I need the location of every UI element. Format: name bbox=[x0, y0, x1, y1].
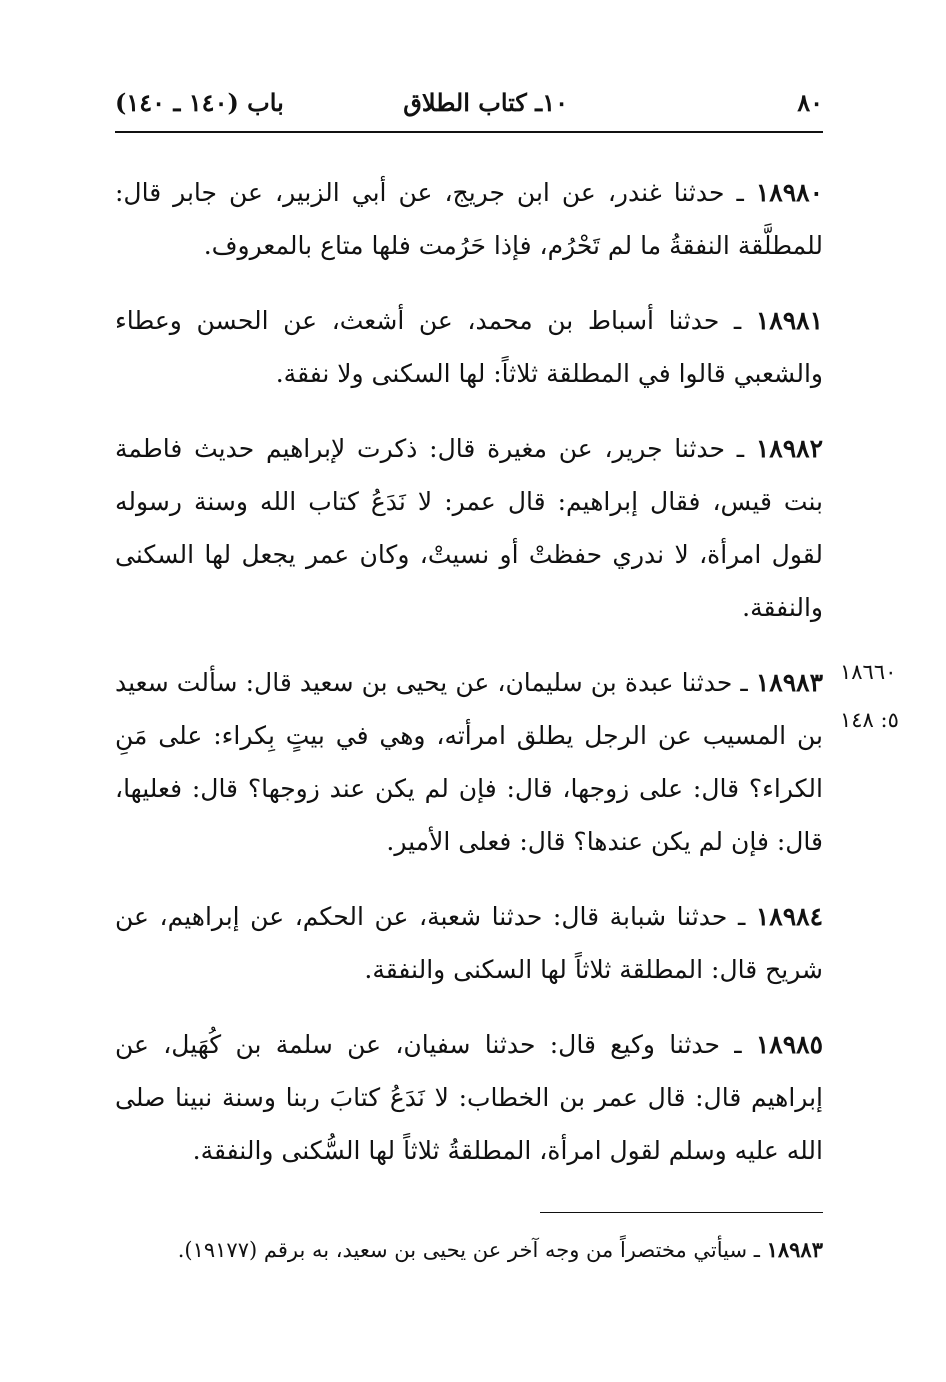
hadith-text: ـ حدثنا وكيع قال: حدثنا سفيان، عن سلمة بن كُهَيل، عن إبراهيم قال: قال عمر بن الخطاب: لا نَدَعُ كتابَ ربنا وسنة نبينا صلى الله عليه وسلم لقول امرأة، المطلقةُ ثلاثاً لها السُّكنى والنفقة. bbox=[115, 1030, 823, 1165]
hadith-number: ١٨٩٨٤ bbox=[755, 902, 823, 931]
page-number: ٨٠ bbox=[797, 88, 823, 117]
hadith-number: ١٨٩٨٣ bbox=[755, 668, 823, 697]
hadith-entry bbox=[115, 890, 823, 996]
hadith-number: ١٨٩٨٥ bbox=[755, 1030, 823, 1059]
hadith-text: ـ حدثنا شبابة قال: حدثنا شعبة، عن الحكم، عن إبراهيم، عن شريح قال: المطلقة ثلاثاً لها السكنى والنفقة. bbox=[115, 902, 823, 984]
hadith-text: ـ حدثنا أسباط بن محمد، عن أشعث، عن الحسن وعطاء والشعبي قالوا في المطلقة ثلاثاً: لها السكنى ولا نفقة. bbox=[115, 306, 823, 388]
footnote bbox=[115, 1232, 823, 1268]
hadith-text: ـ حدثنا عبدة بن سليمان، عن يحيى بن سعيد قال: سألت سعيد بن المسيب عن الرجل يطلق امرأته، وهي في بيتٍ بِكراء: على مَنِ الكراء؟ قال: على زوجها، قال: فإن لم يكن عند زوجها؟ قال: فعليها، قال: فإن لم يكن عندها؟ قال: فعلى الأمير. bbox=[115, 668, 823, 856]
hadith-number: ١٨٩٨٢ bbox=[755, 434, 823, 463]
hadith-entry bbox=[115, 294, 823, 400]
footnote-rule bbox=[540, 1212, 823, 1213]
margin-note: ٥: ١٤٨ bbox=[840, 708, 899, 732]
hadith-text: ـ حدثنا جرير، عن مغيرة قال: ذكرت لإبراهيم حديث فاطمة بنت قيس، فقال إبراهيم: قال عمر: لا نَدَعُ كتاب الله وسنة رسوله لقول امرأة، لا ندري حفظتْ أو نسيتْ، وكان عمر يجعل لها السكنى والنفقة. bbox=[115, 434, 823, 622]
hadith-entry bbox=[115, 656, 823, 868]
main-text bbox=[115, 166, 823, 1199]
book-title: ١٠ـ كتاب الطلاق bbox=[403, 88, 568, 117]
header-rule bbox=[115, 131, 823, 133]
hadith-entry bbox=[115, 422, 823, 634]
margin-cross-references bbox=[840, 648, 930, 744]
chapter-title: باب (١٤٠ ـ ١٤٠) bbox=[115, 88, 284, 117]
hadith-number: ١٨٩٨٠ bbox=[755, 178, 823, 207]
footnote-text: ـ سيأتي مختصراً من وجه آخر عن يحيى بن سعيد، به برقم (١٩١٧٧). bbox=[177, 1238, 767, 1262]
hadith-text: ـ حدثنا غندر، عن ابن جريج، عن أبي الزبير، عن جابر قال: للمطلَّقة النفقةُ ما لم تَحْرُم، فإذا حَرُمت فلها متاع بالمعروف. bbox=[115, 178, 823, 260]
margin-note: ١٨٦٦٠ bbox=[840, 660, 897, 684]
hadith-number: ١٨٩٨١ bbox=[755, 306, 823, 335]
running-header bbox=[115, 84, 823, 124]
hadith-entry bbox=[115, 166, 823, 272]
hadith-entry bbox=[115, 1018, 823, 1177]
footnote-number: ١٨٩٨٣ bbox=[766, 1237, 823, 1262]
